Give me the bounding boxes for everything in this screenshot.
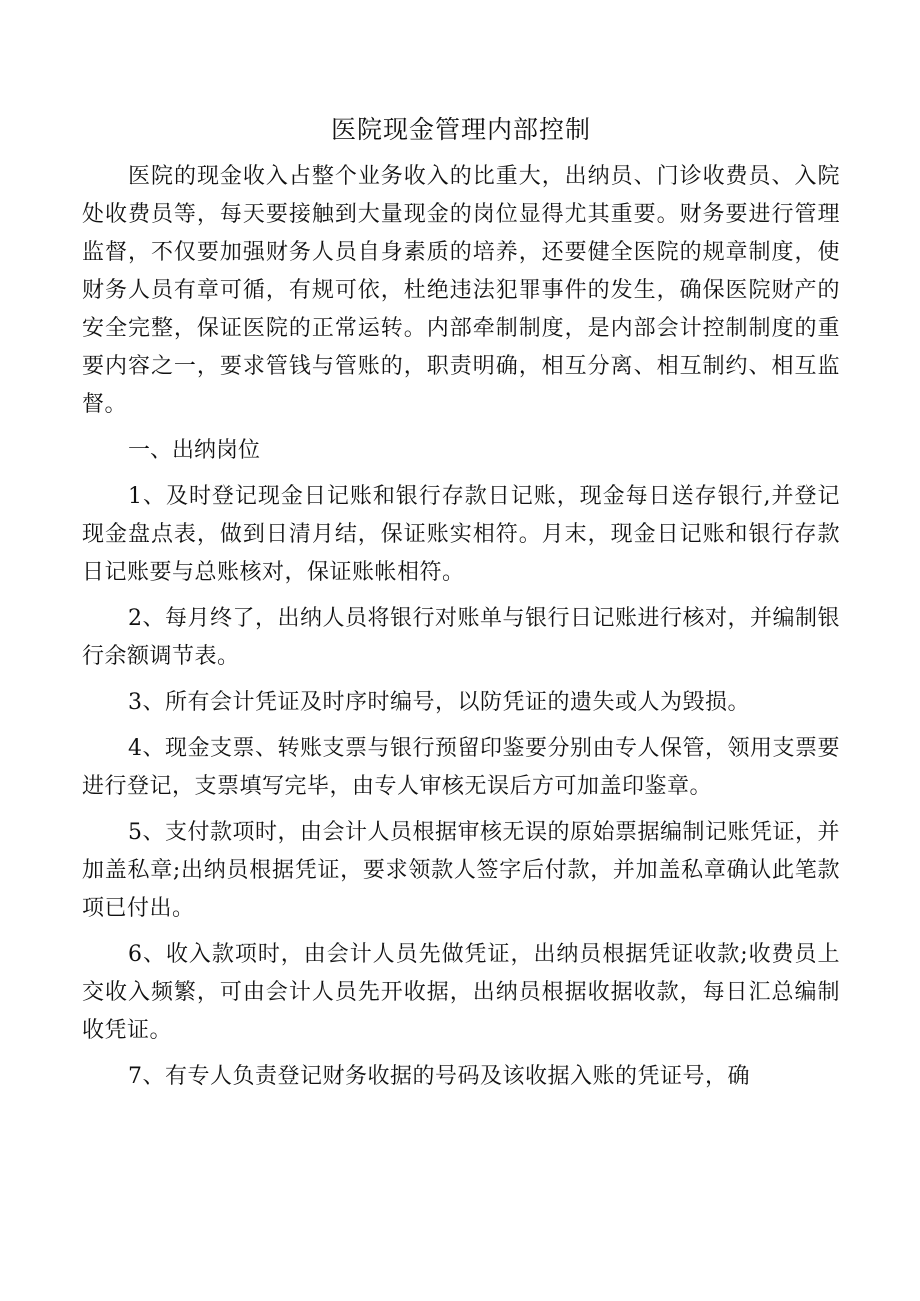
list-item: 1、及时登记现金日记账和银行存款日记账，现金每日送存银行,并登记现金盘点表，做到日清月结，保证账实相符。月末，现金日记账和银行存款日记账要与总账核对，保证账帐相符。 [82, 484, 840, 585]
list-item: 3、所有会计凭证及时序时编号，以防凭证的遗失或人为毁损。 [128, 690, 750, 715]
section-heading-cashier: 一、出纳岗位 [128, 438, 261, 463]
list-item: 2、每月终了，出纳人员将银行对账单与银行日记账进行核对，并编制银行余额调节表。 [82, 606, 840, 669]
document-title: 医院现金管理内部控制 [330, 115, 591, 144]
list-item: 4、现金支票、转账支票与银行预留印鉴要分别由专人保管，领用支票要进行登记，支票填写完毕，由专人审核无误后方可加盖印鉴章。 [82, 736, 840, 799]
list-item: 5、支付款项时，由会计人员根据审核无误的原始票据编制记账凭证，并加盖私章;出纳员根据凭证，要求领款人签字后付款，并加盖私章确认此笔款项已付出。 [82, 820, 840, 921]
document-page [82, 110, 840, 1104]
intro-paragraph: 医院的现金收入占整个业务收入的比重大，出纳员、门诊收费员、入院处收费员等，每天要接触到大量现金的岗位显得尤其重要。财务要进行管理监督，不仅要加强财务人员自身素质的培养，还要健全医院的规章制度，使财务人员有章可循，有规可依，杜绝违法犯罪事件的发生，确保医院财产的安全完整，保证医院的正常运转。内部牵制制度，是内部会计控制制度的重要内容之一，要求管钱与管账的，职责明确，相互分离、相互制约、相互监督。 [82, 164, 840, 417]
list-item: 7、有专人负责登记财务收据的号码及该收据入账的凭证号，确 [128, 1064, 750, 1089]
list-item: 6、收入款项时，由会计人员先做凭证，出纳员根据凭证收款;收费员上交收入频繁，可由会计人员先开收据，出纳员根据收据收款，每日汇总编制收凭证。 [82, 942, 840, 1043]
